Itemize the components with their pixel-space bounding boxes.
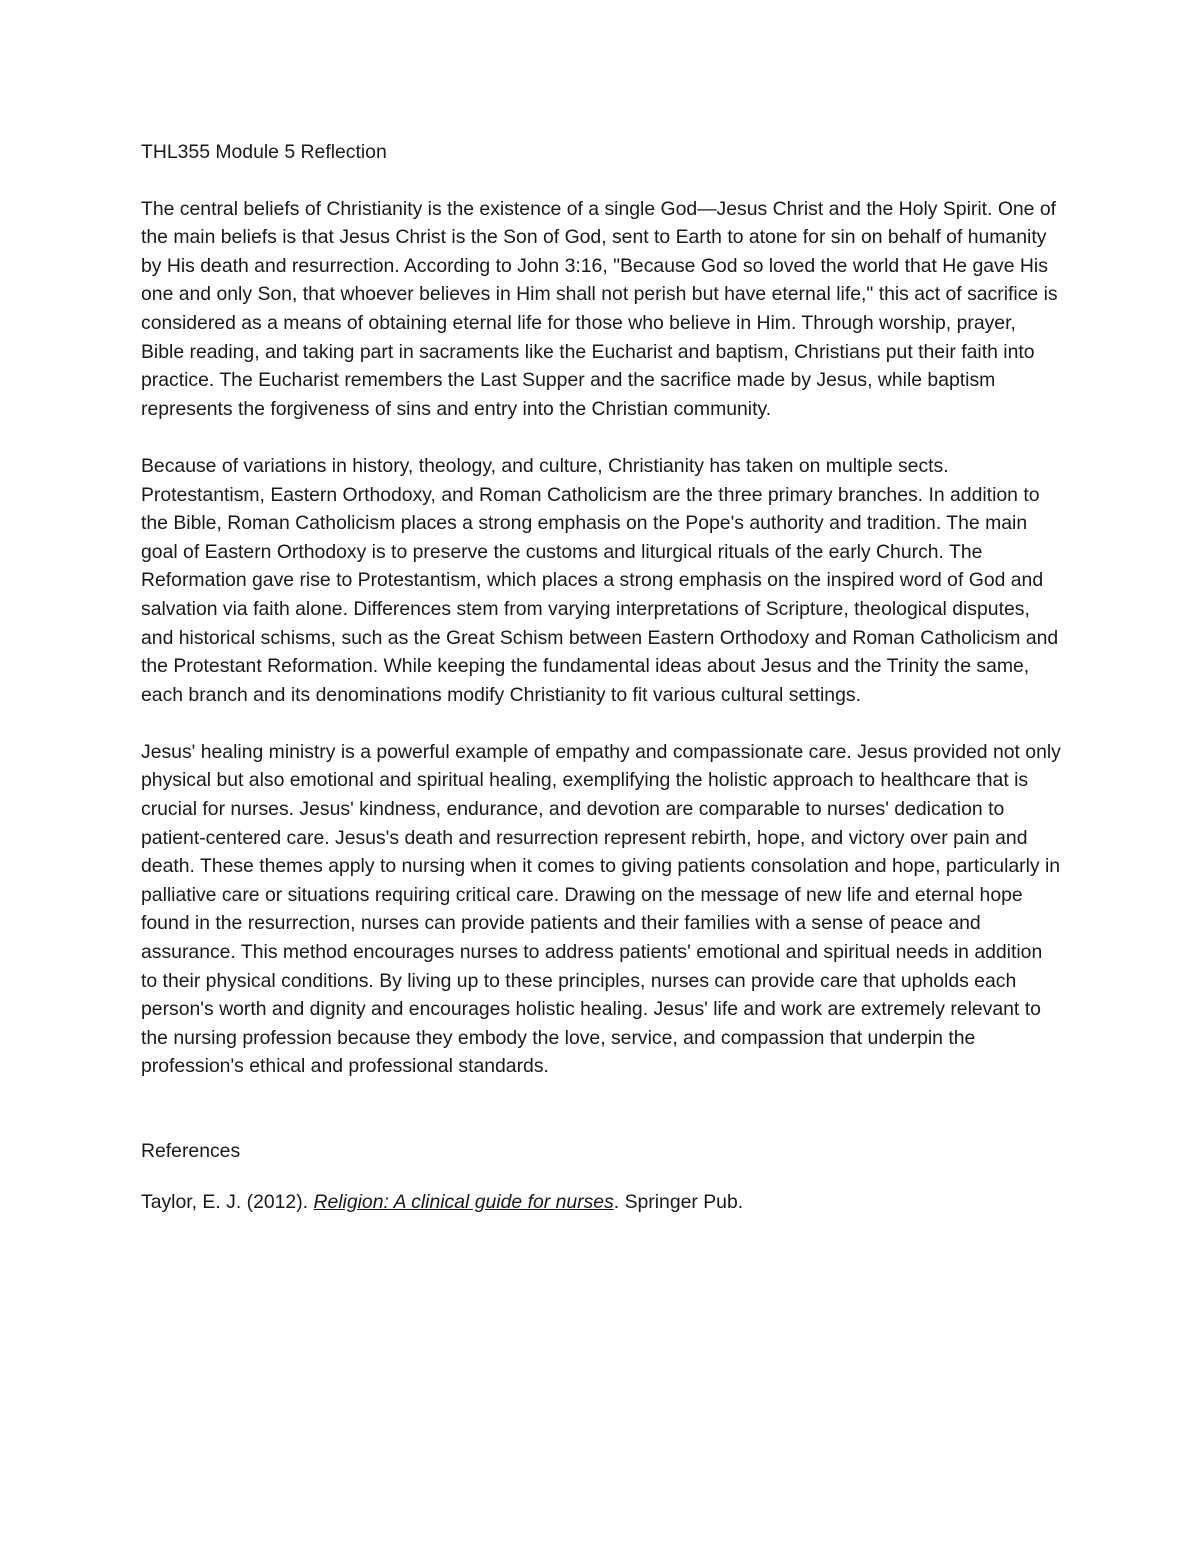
- document-title: THL355 Module 5 Reflection: [141, 141, 387, 163]
- document-body: [141, 138, 1061, 1216]
- reference-title[interactable]: Religion: A clinical guide for nurses: [313, 1190, 614, 1213]
- reference-entry: [141, 1188, 1061, 1217]
- paragraph-christian-beliefs: The central beliefs of Christianity is the existence of a single God—Jesus Christ and the Holy Spirit. One of the main beliefs is that Jesus Christ is the Son of God, sent to Earth to atone for sin on behalf of humanity by His death and resurrection. According to John 3:16, "Because God so loved the world that He gave His one and only Son, that whoever believes in Him shall not perish but have eternal life," this act of sacrifice is considered as a means of obtaining eternal life for those who believe in Him. Through worship, prayer, Bible reading, and taking part in sacraments like the Eucharist and baptism, Christians put their faith into practice. The Eucharist remembers the Last Supper and the sacrifice made by Jesus, while baptism represents the forgiveness of sins and entry into the Christian community.: [141, 197, 1058, 420]
- references-heading: References: [141, 1140, 241, 1162]
- reference-publisher: . Springer Pub.: [613, 1190, 744, 1213]
- reference-author: Taylor, E. J. (2012).: [141, 1190, 314, 1213]
- paragraph-healing-ministry: Jesus' healing ministry is a powerful example of empathy and compassionate care. Jesus provided not only physical but also emotional and spiritual healing, exemplifying the holistic approach to healthcare that is crucial for nurses. Jesus' kindness, endurance, and devotion are comparable to nurses' dedication to patient-centered care. Jesus's death and resurrection represent rebirth, hope, and victory over pain and death. These themes apply to nursing when it comes to giving patients consolation and hope, particularly in palliative care or situations requiring critical care. Drawing on the message of new life and eternal hope found in the resurrection, nurses can provide patients and their families with a sense of peace and assurance. This method encourages nurses to address patients' emotional and spiritual needs in addition to their physical conditions. By living up to these principles, nurses can provide care that upholds each person's worth and dignity and encourages holistic healing. Jesus' life and work are extremely relevant to the nursing profession because they embody the love, service, and compassion that underpin the profession's ethical and professional standards.: [141, 740, 1061, 1078]
- paragraph-christian-branches: Because of variations in history, theology, and culture, Christianity has taken on multiple sects. Protestantism, Eastern Orthodoxy, and Roman Catholicism are the three primary branches. In addition to the Bible, Roman Catholicism places a strong emphasis on the Pope's authority and tradition. The main goal of Eastern Orthodoxy is to preserve the customs and liturgical rituals of the early Church. The Reformation gave rise to Protestantism, which places a strong emphasis on the inspired word of God and salvation via faith alone. Differences stem from varying interpretations of Scripture, theological disputes, and historical schisms, such as the Great Schism between Eastern Orthodoxy and Roman Catholicism and the Protestant Reformation. While keeping the fundamental ideas about Jesus and the Trinity the same, each branch and its denominations modify Christianity to fit various cultural settings.: [141, 454, 1059, 706]
